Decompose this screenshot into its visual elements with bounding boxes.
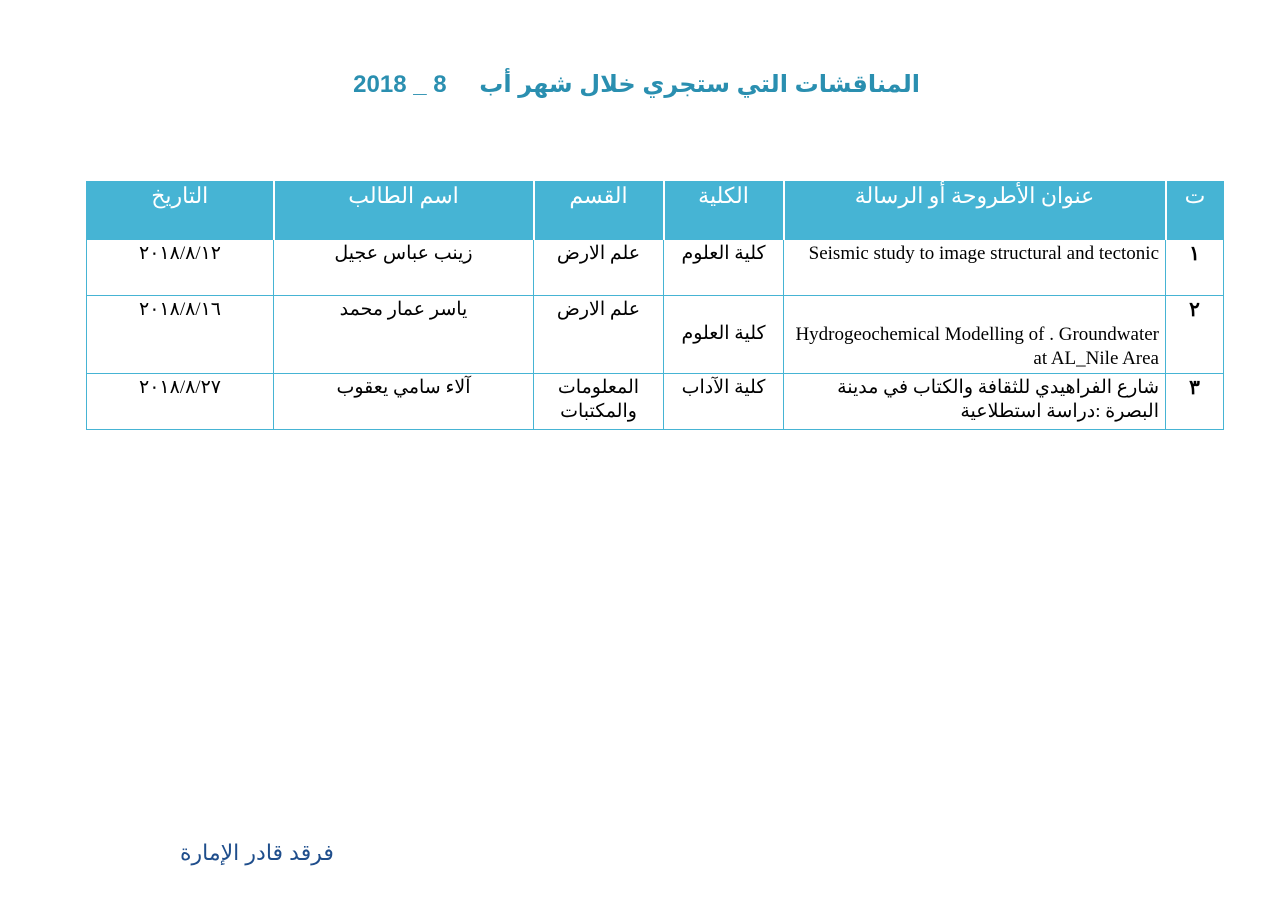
header-num: ت (1166, 181, 1224, 240)
row-department: المعلومات والمكتبات (534, 374, 664, 430)
header-college: الكلية (664, 181, 784, 240)
header-date: التاريخ (87, 181, 274, 240)
row-college: كلية العلوم (664, 296, 784, 374)
header-department: القسم (534, 181, 664, 240)
row-date: ٢٠١٨/٨/١٢ (87, 240, 274, 296)
row-department: علم الارض (534, 296, 664, 374)
row-num: ٢ (1166, 296, 1224, 374)
signature: فرقد قادر الإمارة (180, 840, 334, 865)
table-row (87, 374, 1224, 430)
row-num: ٣ (1166, 374, 1224, 430)
title-main: المناقشات التي ستجري خلال شهر أب (479, 71, 920, 98)
row-thesis-title: Hydrogeochemical Modelling of . Groundwater at AL_Nile Area (784, 296, 1166, 374)
defenses-table (86, 181, 1224, 430)
row-date: ٢٠١٨/٨/٢٧ (87, 374, 274, 430)
title-date: 2018 _ 8 (353, 71, 447, 98)
table-row (87, 296, 1224, 374)
row-student: ياسر عمار محمد (274, 296, 534, 374)
row-student: زينب عباس عجيل (274, 240, 534, 296)
row-department: علم الارض (534, 240, 664, 296)
row-student: آلاء سامي يعقوب (274, 374, 534, 430)
header-thesis-title: عنوان الأطروحة أو الرسالة (784, 181, 1166, 240)
row-num: ١ (1166, 240, 1224, 296)
row-college: كلية العلوم (664, 240, 784, 296)
page-title (300, 70, 920, 99)
row-college: كلية الآداب (664, 374, 784, 430)
table-header-row (87, 181, 1224, 240)
table-row (87, 240, 1224, 296)
row-thesis-title: شارع الفراهيدي للثقافة والكتاب في مدينة البصرة :دراسة استطلاعية (784, 374, 1166, 430)
row-thesis-title: Seismic study to image structural and tectonic (784, 240, 1166, 296)
row-date: ٢٠١٨/٨/١٦ (87, 296, 274, 374)
header-student: اسم الطالب (274, 181, 534, 240)
